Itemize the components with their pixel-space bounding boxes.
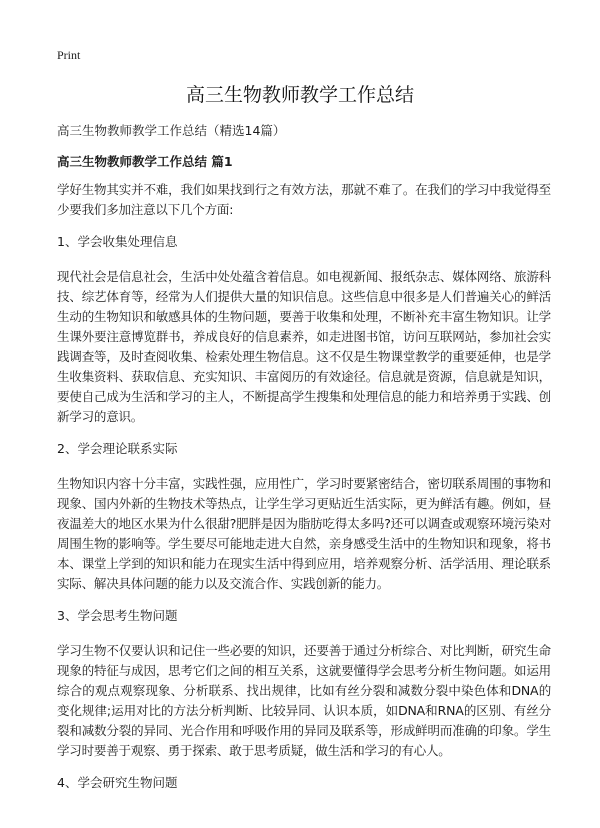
point-heading-4: 4、学会研究生物问题	[57, 775, 178, 790]
document-title: 高三生物教师教学工作总结	[185, 84, 414, 106]
article-body	[57, 180, 551, 808]
document-subtitle: 高三生物教师教学工作总结（精选14篇）	[57, 123, 286, 138]
print-link[interactable]: Print	[57, 48, 81, 62]
point-heading-2: 2、学会理论联系实际	[57, 441, 178, 456]
intro-paragraph: 学好生物其实并不难，我们如果找到行之有效方法，那就不难了。在我们的学习中我觉得至少要我们多加注意以下几个方面:	[57, 182, 551, 217]
section-heading: 高三生物教师教学工作总结 篇1	[57, 154, 233, 169]
point-body-2: 生物知识内容十分丰富，实践性强，应用性广，学习时要紧密结合，密切联系周围的事物和现象、国内外新的生物技术等热点，让学生学习更贴近生活实际，更为鲜活有趣。例如，昼夜温差大的地区水果为什么很甜?肥胖是因为脂肪吃得太多吗?还可以调查或观察环境污染对周围生物的影响等。学生要尽可能地走进大自然，亲身感受生活中的生物知识和现象，将书本、课堂上学到的知识和能力在现实生活中得到应用，培养观察分析、活学活用、理论联系实际、解决具体问题的能力以及交流合作、实践创新的能力。	[57, 476, 551, 591]
point-body-1: 现代社会是信息社会，生活中处处蕴含着信息。如电视新闻、报纸杂志、媒体网络、旅游科技、综艺体育等，经常为人们提供大量的知识信息。这些信息中很多是人们普遍关心的鲜活生动的生物知识和敏感具体的生物问题，要善于收集和处理，不断补充丰富生物知识。让学生课外要注意博览群书，养成良好的信息素养，如走进图书馆，访问互联网站，参加社会实践调查等，及时查阅收集、检索处理生物信息。这不仅是生物课堂教学的重要延伸，也是学生收集资料、获取信息、充实知识、丰富阅历的有效途径。信息就是资源，信息就是知识，要使自己成为生活和学习的主人，不断提高学生搜集和处理信息的能力和培养勇于实践、创新学习的意识。	[57, 269, 551, 424]
point-heading-1: 1、学会收集处理信息	[57, 234, 178, 249]
point-body-3: 学习生物不仅要认识和记住一些必要的知识，还要善于通过分析综合、对比判断，研究生命现象的特征与成因，思考它们之间的相互关系，这就要懂得学会思考分析生物问题。如运用综合的观点观察现象、分析联系、找出规律，比如有丝分裂和减数分裂中染色体和DNA的变化规律;运用对比的方法分析判断、比较异同、认识本质，如DNA和RNA的区别、有丝分裂和减数分裂的异同、光合作用和呼吸作用的异同及联系等，形成鲜明而准确的印象。学生学习时要善于观察、勇于探索、敢于思考质疑，做生活和学习的有心人。	[57, 643, 551, 758]
point-heading-3: 3、学会思考生物问题	[57, 608, 178, 623]
